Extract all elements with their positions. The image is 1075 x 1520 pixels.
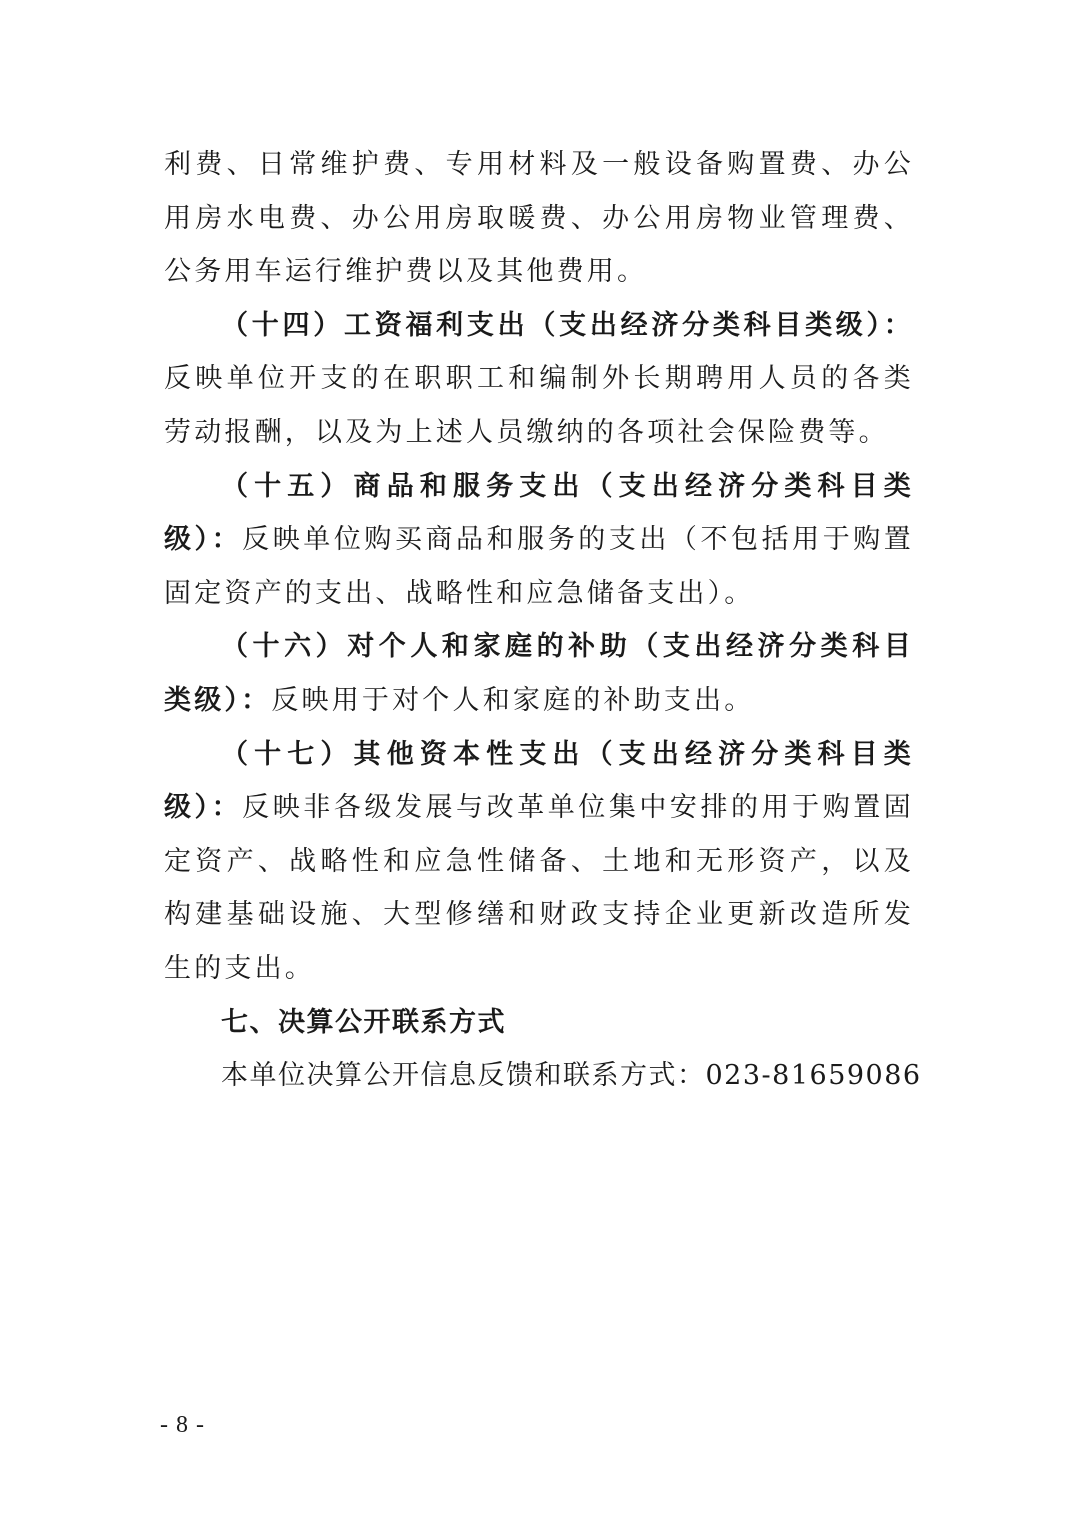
paragraph-wages-welfare — [164, 299, 914, 460]
paragraph-lead-wages-welfare: （十四）工资福利支出（支出经济分类科目类级）： — [221, 309, 914, 341]
paragraph-text: 反映用于对个人和家庭的补助支出。 — [271, 684, 755, 716]
page-number: - 8 - — [160, 1412, 205, 1438]
paragraph-household-subsidy — [164, 620, 914, 727]
contact-info: 本单位决算公开信息反馈和联系方式：023-81659086 — [221, 1060, 922, 1092]
paragraph-text: 反映非各级发展与改革单位集中安排的用于购置固定资产、战略性和应急性储备、土地和无形资产，以及构建基础设施、大型修缮和财政支持企业更新改造所发生的支出。 — [164, 792, 914, 984]
paragraph-lead-goods-services: （十五）商品和服务支出（支出经济分类科目类级）： — [164, 470, 914, 556]
paragraph-expense-items — [164, 138, 914, 299]
paragraph-lead-household-subsidy: （十六）对个人和家庭的补助（支出经济分类科目类级）： — [164, 631, 914, 716]
paragraph-text: 反映单位开支的在职职工和编制外长期聘用人员的各类劳动报酬，以及为上述人员缴纳的各项社会保险费等。 — [164, 363, 914, 448]
paragraph-other-capital — [164, 728, 914, 996]
paragraph-lead-other-capital: （十七）其他资本性支出（支出经济分类科目类级）： — [164, 738, 914, 824]
document-body — [164, 138, 922, 1103]
paragraph-text: 利费、日常维护费、专用材料及一般设备购置费、办公用房水电费、办公用房取暖费、办公用房物业管理费、公务用车运行维护费以及其他费用。 — [164, 149, 914, 288]
paragraph-text: 反映单位购买商品和服务的支出（不包括用于购置固定资产的支出、战略性和应急储备支出）。 — [164, 524, 914, 609]
section-heading-contact: 七、决算公开联系方式 — [221, 1006, 506, 1038]
paragraph-goods-services — [164, 460, 914, 621]
